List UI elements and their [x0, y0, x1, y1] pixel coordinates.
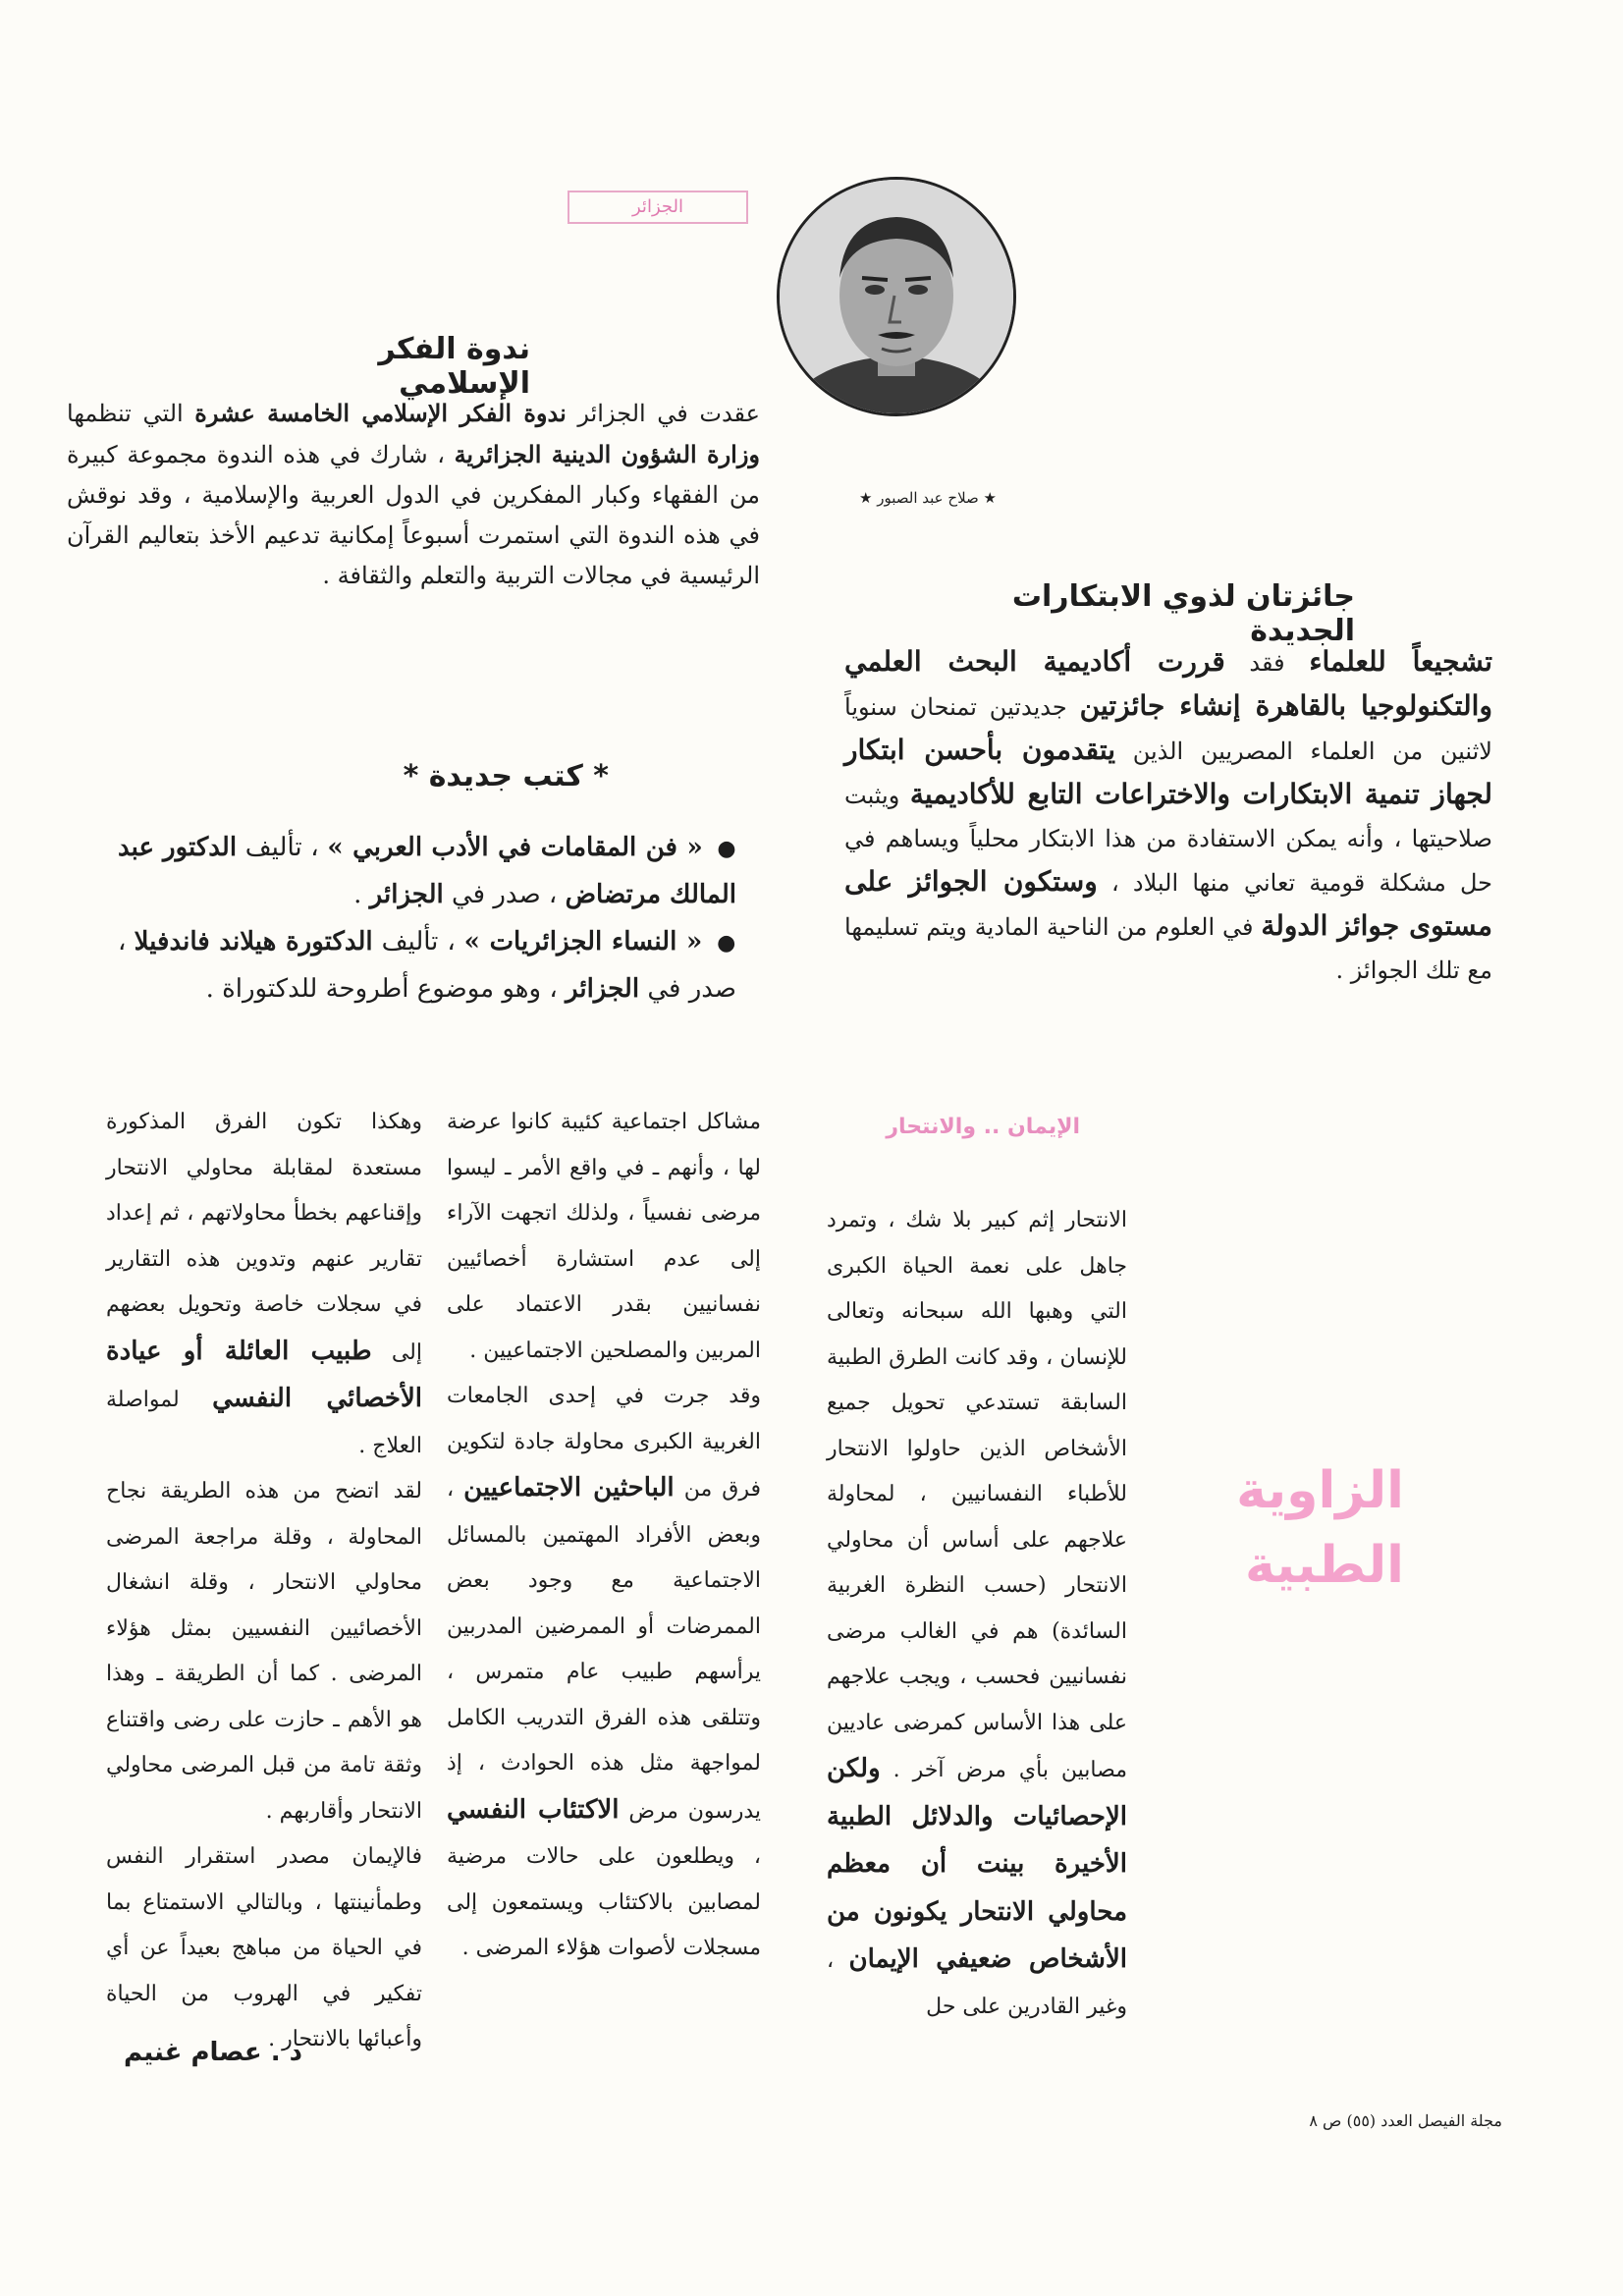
paragraph [106, 1834, 422, 2063]
text-run: ، وبعض الأفراد المهتمين بالمسائل الاجتماعية مع وجود بعض الممرضات أو الممرضين المدربين يرأسهم طبيب عام متمرس ، وتتلقى هذه الفرق التدريب الكامل لمواجهة مثل هذه الحوادث ، إذ يدرسون مرض [447, 1477, 761, 1824]
text-run: مشاكل اجتماعية كئيبة كانوا عرضة لها ، وأنهم ـ في واقع الأمر ـ ليسوا مرضى نفسياً ، ولذلك اتجهت الآراء إلى عدم استشارة أخصائيين نفسانيين بقدر الاعتماد على المربين والمصلحين الاجتماعيين . [447, 1110, 761, 1363]
paragraph [106, 1469, 422, 1834]
text-run: لقد اتضح من هذه الطريقة نجاح المحاولة ، وقلة مراجعة المرضى محاولي الانتحار ، وقلة انشغال الأخصائيين النفسيين بمثل هؤلاء المرضى . كما أن الطريقة ـ وهذا هو الأهم ـ حازت على رضى واقتناع وثقة تامة من قبل المرضى محاولي الانتحار وأقاربهم . [106, 1479, 422, 1824]
text-run: ، تأليف [244, 833, 319, 862]
book-title: « النساء الجزائريات » [463, 927, 703, 957]
portrait-caption: ★ صلاح عبد الصبور ★ [859, 489, 997, 507]
paragraph [447, 1374, 761, 1972]
text-run: . [353, 880, 362, 909]
text-run: وهكذا تكون الفرق المذكورة مستعدة لمقابلة محاولي الانتحار وإقناعهم بخطأ محاولاتهم ، ثم إعداد تقارير عنهم وتدوين هذه التقارير في سجلات خاصة وتحويل بعضهم إلى [106, 1110, 422, 1365]
text-run: ، وهو موضوع أطروحة للدكتوراة . [205, 974, 558, 1004]
medical-column-3 [106, 1100, 422, 2063]
book-place: الجزائر [565, 974, 640, 1004]
bold-run: طبيب العائلة أو عيادة الأخصائي النفسي [106, 1336, 423, 1413]
paragraph [106, 1100, 422, 1469]
list-item [118, 825, 736, 917]
text-run: ، ويطلعون على حالات مرضية لمصابين بالاكتئاب ويستمعون إلى مسجلات لأصوات هؤلاء المرضى . [447, 1844, 761, 1960]
book-title: « فن المقامات في الأدب العربي » [327, 833, 703, 862]
medical-corner-title: الزاوية الطبية [1236, 1461, 1404, 1595]
bold-run: ولكن الإحصائيات والدلائل الطبية الأخيرة بينت أن معظم محاولي الانتحار يكونون من الأشخاص ضعيفي الإيمان [827, 1754, 1127, 1974]
list-item [118, 919, 736, 1011]
text-run: الانتحار إثم كبير بلا شك ، وتمرد جاهل على نعمة الحياة الكبرى التي وهبها الله سبحانه وتعالى للإنسان ، وقد كانت الطرق الطبية السابقة تستدعي تحويل جميع الأشخاص الذين حاولوا الانتحار للأطباء النفسانيين ، لمحاولة علاجهم على أساس أن محاولي الانتحار (حسب النظرة الغربية السائدة) هم في الغالب مرضى نفسانيين فحسب ، ويجب علاجهم على هذا الأساس كمرضى عاديين مصابين بأي مرض آخر . [827, 1208, 1127, 1782]
text-run: التي تنظمها [67, 400, 184, 427]
article-author: د . عصام غنيم [124, 2038, 302, 2067]
text-run: وقد جرت في إحدى الجامعات الغربية الكبرى محاولة جادة لتكوين فرق من [447, 1384, 761, 1502]
text-run: فقد [1249, 649, 1285, 677]
bold-run: قررت أكاديمية البحث العلمي والتكنولوجيا بالقاهرة إنشاء جائزتين [844, 645, 1492, 722]
portrait-photo [777, 177, 1016, 416]
text-run: عقدت في الجزائر [577, 400, 761, 427]
prizes-body [844, 640, 1492, 992]
symposium-body [67, 393, 760, 596]
bold-run: وستكون الجوائز على مستوى جوائز الدولة [844, 865, 1492, 942]
bold-run: وزارة الشؤون الدينية الجزائرية [454, 440, 761, 468]
medical-column-2 [447, 1100, 761, 1972]
bold-run: الاكتئاب النفسي [447, 1794, 620, 1825]
book-place: الجزائر [369, 880, 444, 909]
book-author: الدكتورة هيلاند فاندفيلا [134, 927, 373, 957]
symposium-title: ندوة الفكر الإسلامي [378, 332, 530, 401]
bullet-icon: ● [717, 837, 737, 861]
bullet-icon: ● [717, 931, 736, 956]
text-run: ، شارك في هذه الندوة مجموعة كبيرة من الفقهاء وكبار المفكرين في الدول العربية والإسلامية ، وقد نوقش في هذه الندوة التي استمرت أسبوعاً إمكانية تدعيم الأخذ بتعاليم القرآن الرئيسية في مجالات التربية والتعلم والثقافة . [67, 441, 760, 589]
paragraph [447, 1100, 761, 1374]
text-run: لمواصلة العلاج . [106, 1388, 422, 1458]
text-run: ، تأليف [381, 927, 456, 957]
text-run: فالإيمان مصدر استقرار النفس وطمأنينتها ، وبالتالي الاستمتاع بما في الحياة من مباهج بعيداً عن أي تفكير في الهروب من الحياة وأعبائها بالانتحار . [106, 1844, 422, 2051]
text-run: ويثبت صلاحيتها ، وأنه يمكن الاستفادة من هذا الابتكار محلياً ويساهم في حل مشكلة قومية تعاني منها البلاد ، [844, 782, 1493, 897]
bold-run: يتقدمون بأحسن ابتكار لجهاز تنمية الابتكارات والاختراعات التابع للأكاديمية [844, 734, 1492, 810]
book-author: الدكتور عبد المالك مرتضاض [118, 833, 736, 909]
text-run: ، صدر في [452, 880, 558, 909]
text-run: ، صدر في [118, 927, 736, 1004]
text-run: ، وغير القادرين على حل [827, 1948, 1127, 2019]
prizes-title: جائزتان لذوي الابتكارات الجديدة [1011, 579, 1355, 648]
medical-column-1 [827, 1198, 1127, 2030]
text-run: جديدتين تمنحان سنوياً لاثنين من العلماء المصريين الذين [844, 693, 1492, 765]
bold-run: الباحثين الاجتماعيين [463, 1473, 675, 1503]
text-run: في العلوم من الناحية المادية ويتم تسليمها مع تلك الجوائز . [844, 913, 1492, 984]
medical-article-heading: الإيمان .. والانتحار [886, 1115, 1080, 1139]
bold-run: ندوة الفكر الإسلامي الخامسة عشرة [194, 399, 567, 427]
books-list [118, 825, 736, 1013]
books-title: * كتب جديدة * [403, 759, 609, 793]
bold-run: تشجيعاً للعلماء [1309, 645, 1492, 678]
section-tag: الجزائر [568, 191, 748, 224]
page-footer: مجلة الفيصل العدد (٥٥) ص ٨ [1309, 2111, 1502, 2130]
